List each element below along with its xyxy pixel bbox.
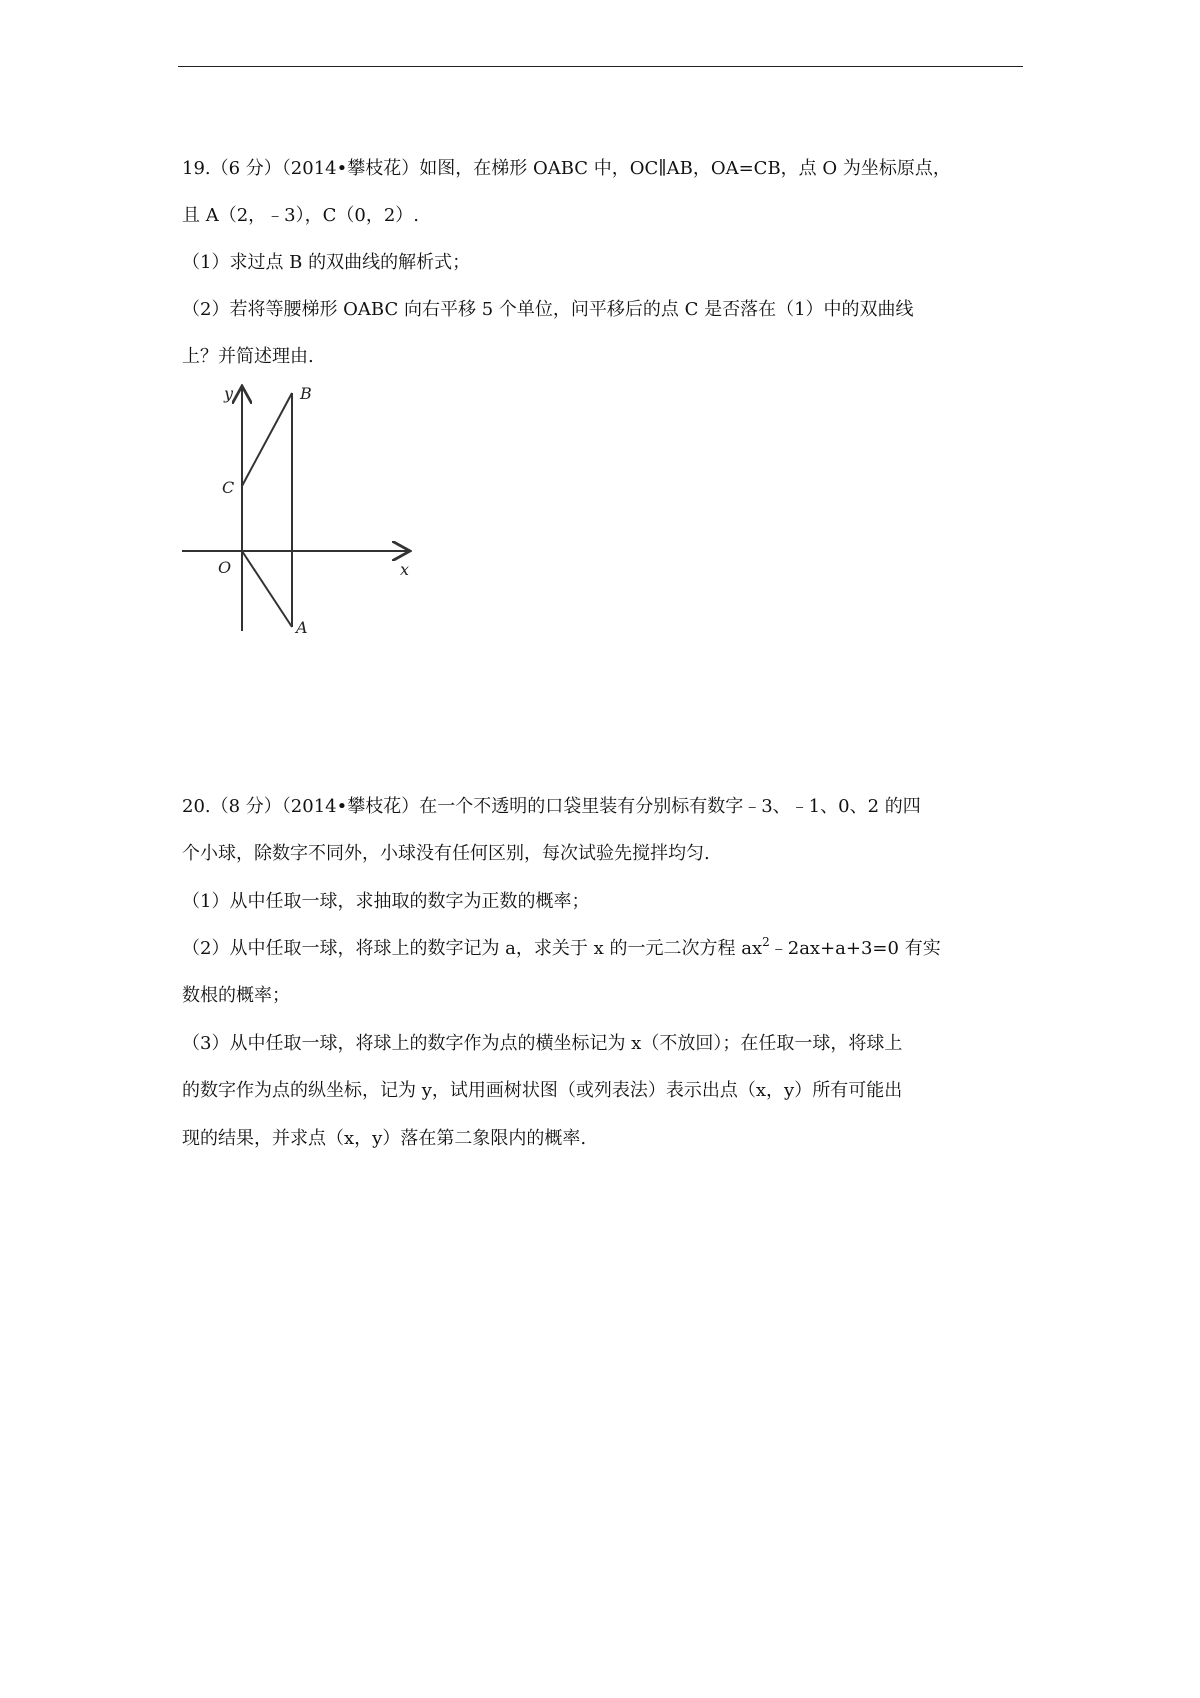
exponent-2: 2 (762, 935, 770, 949)
q20-stem-line1: 20.（8 分）（2014•攀枝花）在一个不透明的口袋里装有分别标有数字﹣3、﹣1、0、2 的四 (182, 796, 921, 817)
q20-part2-line2: 数根的概率； (182, 985, 290, 1006)
q20-part3-line3: 现的结果，并求点（x，y）落在第二象限内的概率. (182, 1128, 587, 1149)
q19-stem-line2: 且 A（2，﹣3），C（0，2）. (182, 205, 420, 226)
label-b: B (300, 384, 312, 403)
q20-part3-line1: （3）从中任取一球，将球上的数字作为点的横坐标记为 x（不放回）；在任取一球，将球上 (182, 1033, 903, 1054)
header-rule (178, 66, 1023, 67)
label-y: y (224, 384, 234, 403)
segment-cb (242, 393, 292, 486)
q19-stem-line1: 19.（6 分）（2014•攀枝花）如图，在梯形 OABC 中，OC∥AB，OA=CB，点 O 为坐标原点， (182, 158, 951, 179)
label-o: O (218, 558, 232, 577)
q20-part3-line2: 的数字作为点的纵坐标，记为 y，试用画树状图（或列表法）表示出点（x，y）所有可能出 (182, 1080, 903, 1101)
q20-part2-line1 (182, 935, 941, 961)
q19-part2-line2: 上？并简述理由. (182, 346, 314, 367)
label-x: x (400, 560, 410, 579)
q20-stem-line2: 个小球，除数字不同外，小球没有任何区别，每次试验先搅拌均匀. (182, 843, 710, 864)
q20-part2-text-post: ﹣2ax+a+3=0 有实 (769, 938, 941, 959)
q20-part1: （1）从中任取一球，求抽取的数字为正数的概率； (182, 891, 590, 912)
label-a: A (296, 618, 308, 633)
trapezoid-figure (180, 383, 420, 633)
q20-part2-text-pre: （2）从中任取一球，将球上的数字记为 a，求关于 x 的一元二次方程 ax (182, 938, 763, 959)
label-c: C (222, 478, 235, 497)
q19-part1: （1）求过点 B 的双曲线的解析式； (182, 252, 471, 273)
segment-oa (242, 551, 292, 627)
coordinate-diagram (180, 383, 420, 633)
q19-part2-line1: （2）若将等腰梯形 OABC 向右平移 5 个单位，问平移后的点 C 是否落在（1）中的双曲线 (182, 299, 914, 320)
